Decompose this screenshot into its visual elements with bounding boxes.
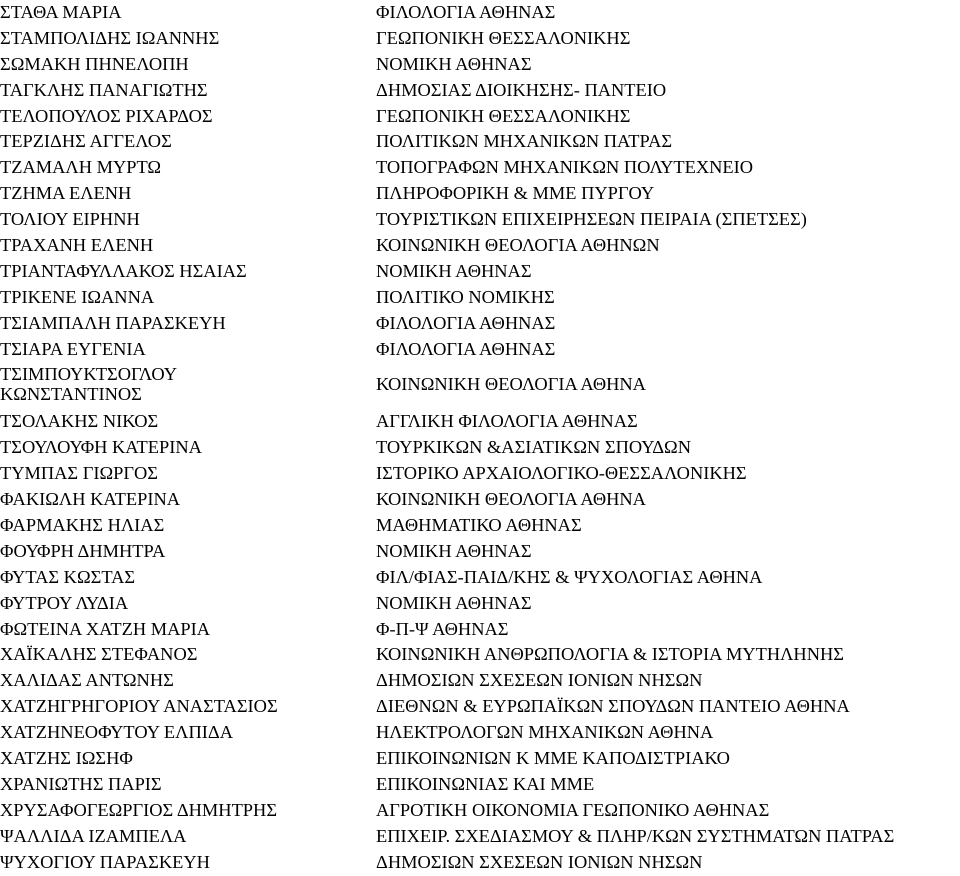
- list-item: [0, 461, 960, 487]
- student-name: ΤΕΡΖΙΔΗΣ ΑΓΓΕΛΟΣ: [0, 131, 172, 152]
- student-name: ΤΣΟΥΛΟΥΦΗ ΚΑΤΕΡΙΝΑ: [0, 437, 202, 458]
- student-name: ΤΖΑΜΑΛΗ ΜΥΡΤΩ: [0, 157, 162, 178]
- student-name: ΦΥΤΑΣ ΚΩΣΤΑΣ: [0, 566, 136, 587]
- department: ΦΙΛΟΛΟΓΙΑ ΑΘΗΝΑΣ: [376, 338, 556, 359]
- department: ΠΛΗΡΟΦΟΡΙΚΗ & ΜΜΕ ΠΥΡΓΟΥ: [376, 183, 655, 204]
- department: ΦΙΛ/ΦΙΑΣ-ΠΑΙΔ/ΚΗΣ & ΨΥΧΟΛΟΓΙΑΣ ΑΘΗΝΑ: [376, 566, 763, 587]
- department: ΜΑΘΗΜΑΤΙΚΟ ΑΘΗΝΑΣ: [376, 515, 582, 536]
- student-name: ΦΑΡΜΑΚΗΣ ΗΛΙΑΣ: [0, 515, 165, 536]
- department: ΔΗΜΟΣΙΩΝ ΣΧΕΣΕΩΝ ΙΟΝΙΩΝ ΝΗΣΩΝ: [376, 670, 703, 691]
- list-item: [0, 104, 960, 130]
- list-item: [0, 617, 960, 643]
- department: ΕΠΙΚΟΙΝΩΝΙΑΣ ΚΑΙ ΜΜΕ: [376, 773, 595, 794]
- student-name: ΤΥΜΠΑΣ ΓΙΩΡΓΟΣ: [0, 463, 158, 484]
- student-name: ΦΥΤΡΟΥ ΛΥΔΙΑ: [0, 592, 129, 613]
- student-name: ΤΑΓΚΛΗΣ ΠΑΝΑΓΙΩΤΗΣ: [0, 79, 208, 100]
- department: ΕΠΙΚΟΙΝΩΝΙΩΝ Κ ΜΜΕ ΚΑΠΟΔΙΣΤΡΙΑΚΟ: [376, 748, 730, 769]
- department: ΠΟΛΙΤΙΚΩΝ ΜΗΧΑΝΙΚΩΝ ΠΑΤΡΑΣ: [376, 131, 673, 152]
- student-name: ΧΑΪΚΑΛΗΣ ΣΤΕΦΑΝΟΣ: [0, 644, 198, 665]
- list-item: [0, 181, 960, 207]
- department: Φ-Π-Ψ ΑΘΗΝΑΣ: [376, 618, 509, 639]
- student-name: ΧΡΥΣΑΦΟΓΕΩΡΓΙΟΣ ΔΗΜΗΤΡΗΣ: [0, 799, 278, 820]
- department: ΤΟΥΡΚΙΚΩΝ &ΑΣΙΑΤΙΚΩΝ ΣΠΟΥΔΩΝ: [376, 437, 691, 458]
- department: ΔΗΜΟΣΙΑΣ ΔΙΟΙΚΗΣΗΣ- ΠΑΝΤΕΙΟ: [376, 79, 667, 100]
- student-name-line-1: ΤΣΙΜΠΟΥΚΤΣΟΓΛΟΥ: [0, 364, 178, 385]
- list-item: [0, 798, 960, 824]
- department: ΗΛΕΚΤΡΟΛΟΓΩΝ ΜΗΧΑΝΙΚΩΝ ΑΘΗΝΑ: [376, 722, 714, 743]
- department: ΓΕΩΠΟΝΙΚΗ ΘΕΣΣΑΛΟΝΙΚΗΣ: [376, 105, 631, 126]
- student-name: ΣΤΑΘΑ ΜΑΡΙΑ: [0, 2, 122, 22]
- department: ΑΓΡΟΤΙΚΗ ΟΙΚΟΝΟΜΙΑ ΓΕΩΠΟΝΙΚΟ ΑΘΗΝΑΣ: [376, 799, 770, 820]
- student-name: ΣΩΜΑΚΗ ΠΗΝΕΛΟΠΗ: [0, 53, 189, 74]
- student-name: ΤΟΛΙΟΥ ΕΙΡΗΝΗ: [0, 209, 140, 230]
- list-item: [0, 285, 960, 311]
- department: ΝΟΜΙΚΗ ΑΘΗΝΑΣ: [376, 592, 532, 613]
- department: ΚΟΙΝΩΝΙΚΗ ΘΕΟΛΟΓΙΑ ΑΘΗΝΑ: [376, 489, 646, 510]
- department: ΝΟΜΙΚΗ ΑΘΗΝΑΣ: [376, 53, 532, 74]
- student-name: ΤΡΙΚΕΝΕ ΙΩΑΝΝΑ: [0, 286, 155, 307]
- student-name: ΤΣΙΑΡΑ ΕΥΓΕΝΙΑ: [0, 338, 146, 359]
- list-item: [0, 129, 960, 155]
- list-item: [0, 565, 960, 591]
- student-name: ΤΡΙΑΝΤΑΦΥΛΛΑΚΟΣ ΗΣΑΙΑΣ: [0, 260, 247, 281]
- department: ΓΕΩΠΟΝΙΚΗ ΘΕΣΣΑΛΟΝΙΚΗΣ: [376, 27, 631, 48]
- list-item: [0, 772, 960, 798]
- list-item: [0, 52, 960, 78]
- student-name: ΤΖΗΜΑ ΕΛΕΝΗ: [0, 183, 132, 204]
- list-item: [0, 746, 960, 772]
- list-item: [0, 435, 960, 461]
- student-name: ΤΡΑΧΑΝΗ ΕΛΕΝΗ: [0, 235, 154, 256]
- student-name: ΤΣΟΛΑΚΗΣ ΝΙΚΟΣ: [0, 411, 159, 432]
- list-item: [0, 850, 960, 876]
- list-item: [0, 694, 960, 720]
- list-item: [0, 642, 960, 668]
- department: ΔΙΕΘΝΩΝ & ΕΥΡΩΠΑΪΚΩΝ ΣΠΟΥΔΩΝ ΠΑΝΤΕΙΟ ΑΘΗΝΑ: [376, 696, 850, 717]
- list-item: [0, 233, 960, 259]
- department: ΤΟΥΡΙΣΤΙΚΩΝ ΕΠΙΧΕΙΡΗΣΕΩΝ ΠΕΙΡΑΙΑ (ΣΠΕΤΣΕΣ): [376, 209, 807, 230]
- department: ΠΟΛΙΤΙΚΟ ΝΟΜΙΚΗΣ: [376, 286, 555, 307]
- student-name: ΧΑΤΖΗΣ ΙΩΣΗΦ: [0, 748, 133, 769]
- student-name: ΦΩΤΕΙΝΑ ΧΑΤΖΗ ΜΑΡΙΑ: [0, 618, 211, 639]
- list-item: [0, 513, 960, 539]
- department: ΚΟΙΝΩΝΙΚΗ ΘΕΟΛΟΓΙΑ ΑΘΗΝΑ: [376, 374, 646, 395]
- department: ΔΗΜΟΣΙΩΝ ΣΧΕΣΕΩΝ ΙΟΝΙΩΝ ΝΗΣΩΝ: [376, 851, 703, 872]
- student-name: [0, 364, 177, 404]
- student-name: ΧΑΤΖΗΓΡΗΓΟΡΙΟΥ ΑΝΑΣΤΑΣΙΟΣ: [0, 696, 278, 717]
- student-name: ΤΣΙΑΜΠΑΛΗ ΠΑΡΑΣΚΕΥΗ: [0, 312, 226, 333]
- student-name: ΦΟΥΦΡΗ ΔΗΜΗΤΡΑ: [0, 540, 166, 561]
- department: ΝΟΜΙΚΗ ΑΘΗΝΑΣ: [376, 260, 532, 281]
- list-item: [0, 311, 960, 337]
- list-item: [0, 824, 960, 850]
- list-item: [0, 720, 960, 746]
- student-name-line-2: ΚΩΝΣΤΑΝΤΙΝΟΣ: [0, 384, 142, 405]
- list-item: [0, 337, 960, 363]
- student-name: ΧΑΛΙΔΑΣ ΑΝΤΩΝΗΣ: [0, 670, 174, 691]
- department: ΙΣΤΟΡΙΚΟ ΑΡΧΑΙΟΛΟΓΙΚΟ-ΘΕΣΣΑΛΟΝΙΚΗΣ: [376, 463, 747, 484]
- student-name: ΧΑΤΖΗΝΕΟΦΥΤΟΥ ΕΛΠΙΔΑ: [0, 722, 233, 743]
- student-name: ΧΡΑΝΙΩΤΗΣ ΠΑΡΙΣ: [0, 773, 162, 794]
- list-item: [0, 207, 960, 233]
- list-item: [0, 78, 960, 104]
- student-name: ΣΤΑΜΠΟΛΙΔΗΣ ΙΩΑΝΝΗΣ: [0, 27, 220, 48]
- list-item: [0, 591, 960, 617]
- department: ΚΟΙΝΩΝΙΚΗ ΘΕΟΛΟΓΙΑ ΑΘΗΝΩΝ: [376, 235, 660, 256]
- department: ΦΙΛΟΛΟΓΙΑ ΑΘΗΝΑΣ: [376, 312, 556, 333]
- list-item: [0, 668, 960, 694]
- list-item: [0, 0, 960, 26]
- list-item: [0, 409, 960, 435]
- department: ΚΟΙΝΩΝΙΚΗ ΑΝΘΡΩΠΟΛΟΓΙΑ & ΙΣΤΟΡΙΑ ΜΥΤΗΛΗΝΗΣ: [376, 644, 844, 665]
- department: ΕΠΙΧΕΙΡ. ΣΧΕΔΙΑΣΜΟΥ & ΠΛΗΡ/ΚΩΝ ΣΥΣΤΗΜΑΤΩΝ ΠΑΤΡΑΣ: [376, 825, 895, 846]
- department: ΑΓΓΛΙΚΗ ΦΙΛΟΛΟΓΙΑ ΑΘΗΝΑΣ: [376, 411, 638, 432]
- list-item: [0, 259, 960, 285]
- student-name: ΨΑΛΛΙΔΑ ΙΖΑΜΠΕΛΑ: [0, 825, 187, 846]
- list-item: [0, 155, 960, 181]
- student-name: ΨΥΧΟΓΙΟΥ ΠΑΡΑΣΚΕΥΗ: [0, 851, 210, 872]
- list-item: [0, 539, 960, 565]
- student-name: ΤΕΛΟΠΟΥΛΟΣ ΡΙΧΑΡΔΟΣ: [0, 105, 213, 126]
- list-item: [0, 487, 960, 513]
- department: ΦΙΛΟΛΟΓΙΑ ΑΘΗΝΑΣ: [376, 2, 556, 22]
- student-name: ΦΑΚΙΩΛΗ ΚΑΤΕΡΙΝΑ: [0, 489, 181, 510]
- department: ΝΟΜΙΚΗ ΑΘΗΝΑΣ: [376, 540, 532, 561]
- list-item: [0, 362, 960, 409]
- list-item: [0, 26, 960, 52]
- department: ΤΟΠΟΓΡΑΦΩΝ ΜΗΧΑΝΙΚΩΝ ΠΟΛΥΤΕΧΝΕΙΟ: [376, 157, 754, 178]
